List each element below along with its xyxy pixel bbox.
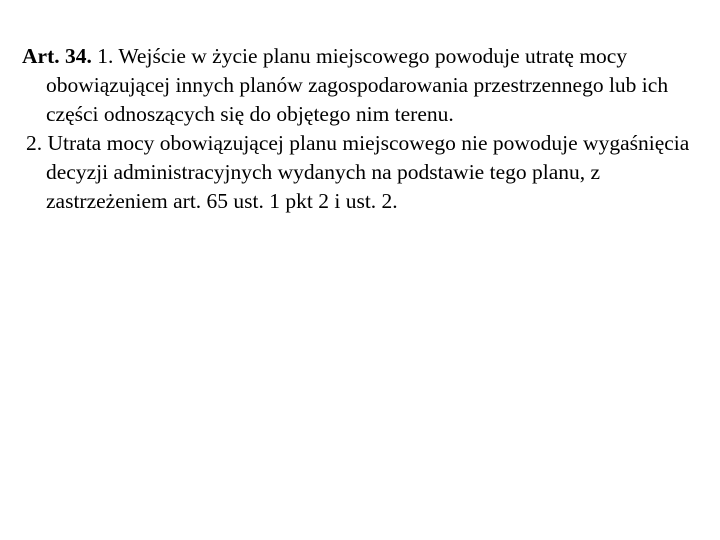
article-content xyxy=(22,42,692,216)
paragraph-text: Wejście w życie planu miejscowego powoduje utratę mocy obowiązującej innych planów zagospodarowania przestrzennego lub ich części odnoszących się do objętego nim terenu. xyxy=(46,44,669,126)
article-label: Art. 34. xyxy=(22,44,92,68)
paragraph-1 xyxy=(22,42,692,129)
paragraph-2 xyxy=(26,129,692,216)
paragraph-number: 1. xyxy=(97,44,114,68)
paragraph-number: 2. xyxy=(26,131,43,155)
paragraph-text: Utrata mocy obowiązującej planu miejscowego nie powoduje wygaśnięcia decyzji administracyjnych wydanych na podstawie tego planu, z zastrzeżeniem art. 65 ust. 1 pkt 2 i ust. 2. xyxy=(46,131,690,213)
